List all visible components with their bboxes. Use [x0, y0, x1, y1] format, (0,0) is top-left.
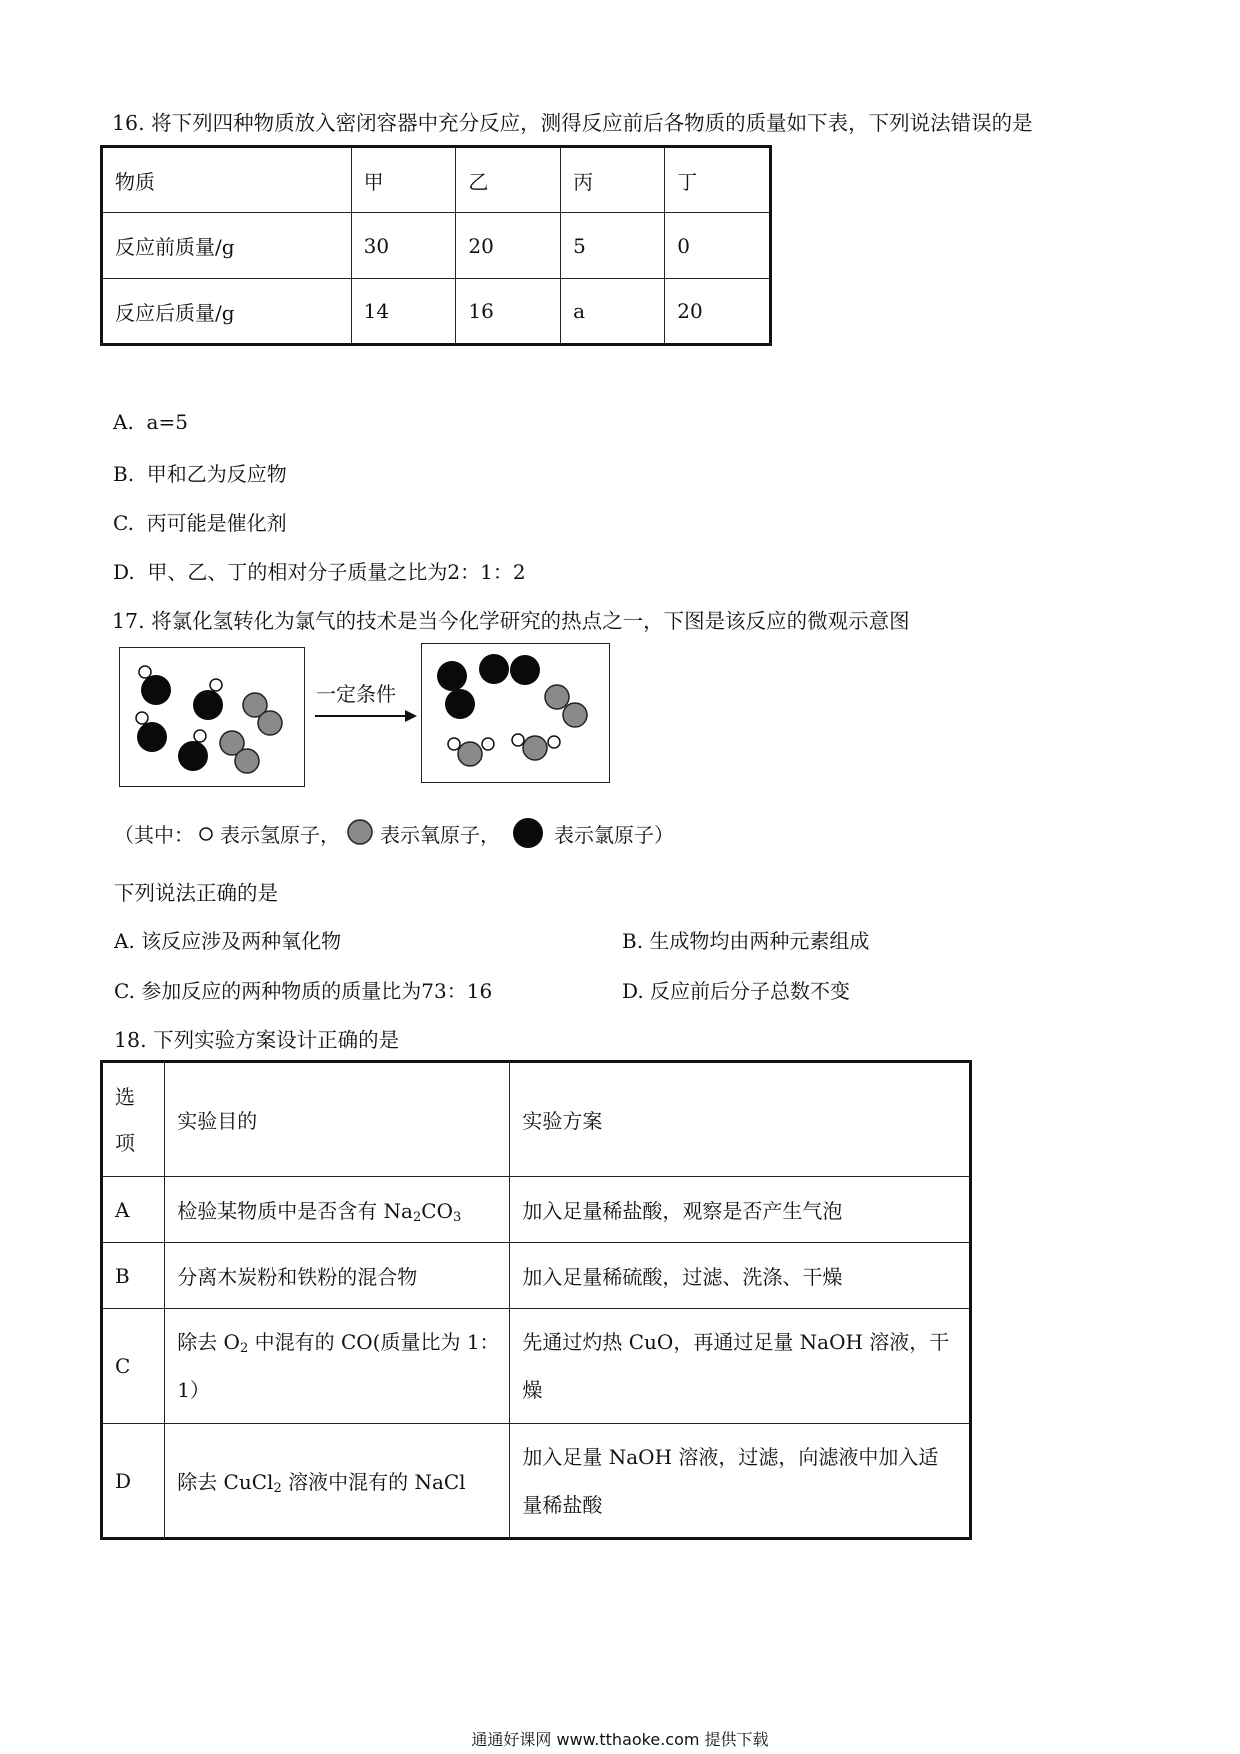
q17-option-c[interactable] — [114, 975, 492, 1004]
table-cell: 0 — [665, 213, 771, 279]
table-row — [102, 279, 771, 345]
table-cell: 丁 — [665, 147, 771, 213]
oxygen-atom — [563, 703, 587, 727]
table-row — [102, 1243, 971, 1309]
row-label-cell: 反应后质量/g — [102, 279, 352, 345]
option-letter: A. — [113, 410, 134, 434]
row-plan: 先通过灼热 CuO，再通过足量 NaOH 溶液，干 燥 — [510, 1309, 971, 1424]
chlorine-atom — [445, 689, 475, 719]
chlorine-atom — [137, 722, 167, 752]
row-option: C — [102, 1309, 165, 1424]
chlorine-atom — [178, 741, 208, 771]
hydrogen-atom — [136, 712, 148, 724]
legend-oxygen: 表示氧原子， — [380, 822, 500, 847]
option-text: 参加反应的两种物质的质量比为73：16 — [141, 979, 493, 1003]
oxygen-atom-icon — [344, 818, 376, 848]
legend-hydrogen: 表示氢原子， — [220, 822, 340, 847]
row-option: B — [102, 1243, 165, 1309]
header-plan: 实验方案 — [510, 1062, 971, 1177]
table-cell: 甲 — [351, 147, 456, 213]
hydrogen-atom-icon — [196, 823, 216, 843]
reactants-box — [119, 647, 305, 787]
option-letter: B. — [622, 929, 644, 953]
table-cell: 20 — [665, 279, 771, 345]
row-option: D — [102, 1424, 165, 1539]
option-text: 甲、乙、丁的相对分子质量之比为2：1：2 — [147, 560, 526, 584]
option-letter: A. — [114, 929, 135, 953]
table-row — [102, 1309, 971, 1424]
hydrogen-atom — [448, 738, 460, 750]
hcl-molecule — [139, 666, 171, 705]
reaction-condition: 一定条件 — [316, 682, 396, 706]
oxygen-atom — [545, 685, 569, 709]
q17-option-a[interactable] — [114, 925, 341, 954]
chlorine-atom — [193, 690, 223, 720]
products-box — [421, 643, 610, 783]
q17-option-d[interactable] — [622, 975, 850, 1004]
atom-legend — [114, 818, 674, 848]
hydrogen-atom — [194, 730, 206, 742]
h2o-molecule — [512, 734, 560, 760]
option-letter: D. — [113, 560, 135, 584]
table-cell: 丙 — [561, 147, 665, 213]
table-header-row — [102, 1062, 971, 1177]
hydrogen-atom — [512, 734, 524, 746]
o2-molecule — [220, 731, 259, 773]
table-cell: 5 — [561, 213, 665, 279]
row-plan: 加入足量稀盐酸，观察是否产生气泡 — [510, 1177, 971, 1243]
chlorine-atom — [141, 675, 171, 705]
q18-stem: 18. 下列实验方案设计正确的是 — [114, 1028, 400, 1052]
reactants-molecules — [120, 648, 304, 786]
row-label-cell: 反应前质量/g — [102, 213, 352, 279]
hydrogen-atom — [139, 666, 151, 678]
oxygen-atom — [458, 742, 482, 766]
table-cell: a — [561, 279, 665, 345]
row-label-cell: 物质 — [102, 147, 352, 213]
option-letter: D. — [622, 979, 644, 1003]
row-option: A — [102, 1177, 165, 1243]
chlorine-atom — [510, 655, 540, 685]
option-text: 反应前后分子总数不变 — [650, 979, 851, 1003]
legend-chlorine: 表示氯原子） — [554, 822, 674, 847]
option-text: 甲和乙为反应物 — [146, 462, 287, 486]
q16-stem: 16. 将下列四种物质放入密闭容器中充分反应，测得反应前后各物质的质量如下表，下列说法错误的是 — [112, 111, 1033, 135]
option-letter: C. — [114, 979, 135, 1003]
header-purpose: 实验目的 — [165, 1062, 510, 1177]
q17-prompt: 下列说法正确的是 — [114, 881, 278, 905]
table-row — [102, 1424, 971, 1539]
q17-stem: 17. 将氯化氢转化为氯气的技术是当今化学研究的热点之一，下图是该反应的微观示意图 — [112, 609, 910, 633]
legend-prefix: （其中： — [114, 822, 194, 847]
row-plan: 加入足量 NaOH 溶液，过滤，向滤液中加入适 量稀盐酸 — [510, 1424, 971, 1539]
hcl-molecule — [193, 679, 223, 720]
reaction-arrow-icon — [313, 707, 418, 725]
option-text: a=5 — [146, 410, 188, 434]
option-letter: B. — [113, 462, 135, 486]
cl2-molecule — [437, 661, 475, 719]
cl2-molecule — [479, 654, 540, 685]
chlorine-atom — [479, 654, 509, 684]
o2-molecule — [243, 693, 282, 735]
q18-table — [100, 1060, 972, 1540]
row-purpose: 除去 $O_2$ 中混有的 CO(质量比为 1： 1） — [165, 1309, 510, 1424]
oxygen-atom — [235, 749, 259, 773]
option-letter: C. — [113, 511, 134, 535]
q16-option-c[interactable] — [113, 507, 287, 536]
chlorine-atom — [437, 661, 467, 691]
o2-molecule — [545, 685, 587, 727]
option-text: 生成物均由两种元素组成 — [649, 929, 870, 953]
page-footer: 通通好课网 www.tthaoke.com 提供下载 — [471, 1730, 769, 1749]
row-plan: 加入足量稀硫酸，过滤、洗涤、干燥 — [510, 1243, 971, 1309]
q17-option-b[interactable] — [622, 925, 869, 954]
table-cell: 20 — [456, 213, 561, 279]
chlorine-atom-icon — [508, 816, 548, 850]
q16-table — [100, 145, 772, 346]
hcl-molecule — [178, 730, 208, 771]
option-text: 丙可能是催化剂 — [146, 511, 287, 535]
row-purpose: 除去 CuCl$_2$ 溶液中混有的 NaCl — [165, 1424, 510, 1539]
table-cell: 16 — [456, 279, 561, 345]
hcl-molecule — [136, 712, 167, 752]
hydrogen-atom — [482, 738, 494, 750]
option-text: 该反应涉及两种氧化物 — [141, 929, 342, 953]
hydrogen-atom — [210, 679, 222, 691]
hydrogen-atom — [548, 736, 560, 748]
row-purpose: 分离木炭粉和铁粉的混合物 — [165, 1243, 510, 1309]
table-row — [102, 1177, 971, 1243]
table-header-row — [102, 147, 771, 213]
table-row — [102, 213, 771, 279]
q16-option-b[interactable] — [113, 458, 287, 487]
table-cell: 14 — [351, 279, 456, 345]
q16-option-a[interactable] — [113, 410, 188, 434]
oxygen-atom — [523, 736, 547, 760]
q16-option-d[interactable] — [113, 556, 526, 585]
row-purpose: 检验某物质中是否含有 $Na_2CO_3$ — [165, 1177, 510, 1243]
table-cell: 乙 — [456, 147, 561, 213]
oxygen-atom — [258, 711, 282, 735]
table-cell: 30 — [351, 213, 456, 279]
products-molecules — [422, 644, 609, 782]
h2o-molecule — [448, 738, 494, 766]
header-option: 选 项 — [102, 1062, 165, 1177]
